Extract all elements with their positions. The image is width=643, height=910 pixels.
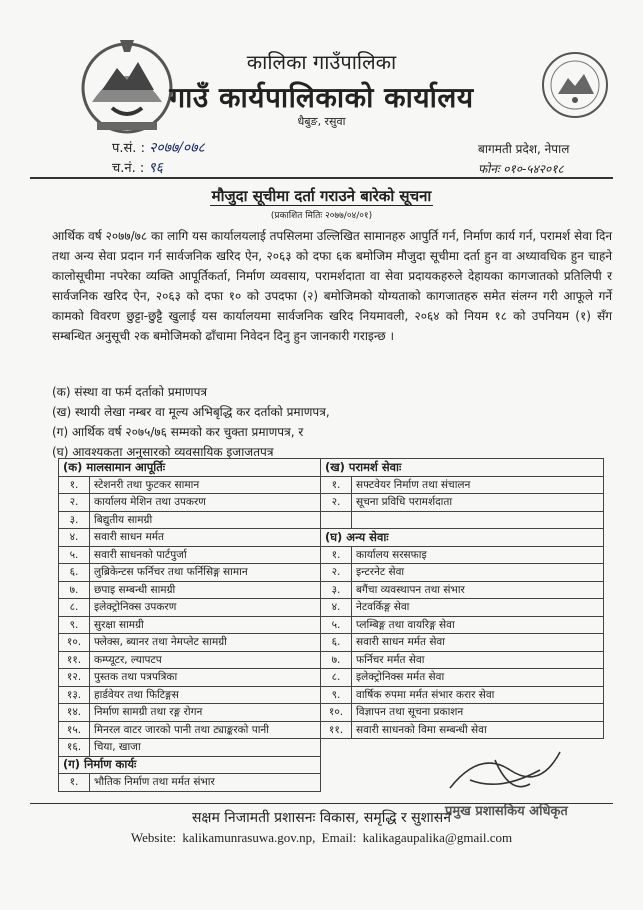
table-row <box>59 634 604 652</box>
other-item-number: ५. <box>321 616 352 634</box>
table-row <box>59 721 604 739</box>
signature-icon <box>440 740 580 800</box>
goods-item-name: हार्डवेयर तथा फिटिङ्गस <box>90 686 321 704</box>
table-row <box>59 686 604 704</box>
goods-item-number: ५. <box>59 546 90 564</box>
table-row <box>59 494 604 512</box>
other-item-number: १. <box>321 546 352 564</box>
other-item-name: नेटवर्किङ्ग सेवा <box>352 599 604 617</box>
contact-line <box>0 830 643 846</box>
table-row <box>59 459 604 477</box>
phone-text: फोनः ०१०-५४२०१८ <box>478 162 564 176</box>
goods-item-number: ११. <box>59 651 90 669</box>
empty-cell <box>352 511 604 529</box>
other-header: (घ) अन्य सेवाः <box>321 529 604 547</box>
construction-header: (ग) निर्माण कार्यः <box>59 756 321 774</box>
notice-title-text: मौजुदा सूचीमा दर्ता गराउने बारेको सूचना <box>211 187 432 205</box>
website-text: Website: kalikamunrasuwa.gov.np, <box>130 830 316 845</box>
goods-item-number: ३. <box>59 511 90 529</box>
table-row <box>59 616 604 634</box>
other-item-name: कार्यालय सरसफाइ <box>352 546 604 564</box>
other-item-number: ११. <box>321 721 352 739</box>
other-item-name: इन्टरनेट सेवा <box>352 564 604 582</box>
table-row <box>59 546 604 564</box>
document-item: (ख) स्थायी लेखा नम्बर वा मूल्य अभिबृद्धि कर दर्ताको प्रमाणपत्र, <box>52 405 330 419</box>
goods-header: (क) मालसामान आपूर्तिः <box>59 459 321 477</box>
consulting-item-number: १. <box>321 476 352 494</box>
goods-item-name: फ्लेक्स, ब्यानर तथा नेमप्लेट सामग्री <box>90 634 321 652</box>
goods-item-name: इलेक्ट्रोनिक्स उपकरण <box>90 599 321 617</box>
reference-label: प.सं. : <box>112 141 145 156</box>
consulting-header: (ख) परामर्श सेवाः <box>321 459 604 477</box>
other-item-number: ७. <box>321 651 352 669</box>
goods-item-name: सवारी साधन मर्मत <box>90 529 321 547</box>
municipality-name: कालिका गाउँपालिका <box>246 50 397 74</box>
notice-body: आर्थिक वर्ष २०७७/७८ का लागि यस कार्यालयलाई तपसिलमा उल्लिखित सामानहरु आपुर्ति गर्न, निर्माण कार्य गर्न, परामर्श सेवा दिन तथा अन्य सेवा प्रदान गर्न सार्वजनिक खरिद ऐन, २०६३ को दफा ६क बमोजिम मौजुदा सूचीमा दर्ता हुन वा अध्यावधिक हुन चाहने कालोसूचीमा नपरेका व्यक्ति आपूर्तिकर्ता, निर्माण व्यवसाय, परामर्शदाता वा सेवा प्रदायकहरुले देहायका कागजातको प्रतिलिपी र सार्वजनिक खरिद ऐन, २०६३ को दफा १० को उपदफा (२) बमोजिमको योग्यताको कागजातहरु समेत संलग्न गरी आफूले गर्ने कामको विवरण छुट्टा-छुट्टै खुलाई यस कार्यालयमा सार्वजनिक खरिद नियमावली, २०६४ को नियम १८ को उपनियम (१) सँग सम्बन्धित अनुसूची २क बमोजिमको ढाँचामा निवेदन दिनु हुन जानकारी गराइन्छ । <box>52 229 612 343</box>
other-item-number: २. <box>321 564 352 582</box>
header-divider <box>30 177 613 179</box>
consulting-item-name: सफ्टवेयर निर्माण तथा संचालन <box>352 476 604 494</box>
other-item-name: प्लम्बिङ्ग तथा वायरिङ्ग सेवा <box>352 616 604 634</box>
other-item-number: १०. <box>321 704 352 722</box>
published-date: (प्रकाशित मितिः २०७७/०४/०१) <box>270 211 373 221</box>
goods-item-name: लुब्रिकेन्टस फर्निचर तथा फर्निसिङ्ग सामान <box>90 564 321 582</box>
table-row <box>59 529 604 547</box>
signer-title: प्रमुख प्रशासकिय अधिकृत <box>445 804 568 819</box>
goods-item-name: कार्यालय मेशिन तथा उपकरण <box>90 494 321 512</box>
notice-title <box>0 186 643 206</box>
document-item: (क) संस्था वा फर्म दर्ताको प्रमाणपत्र <box>52 385 208 399</box>
other-item-number: ३. <box>321 581 352 599</box>
other-item-name: वार्षिक रुपमा मर्मत संभार करार सेवा <box>352 686 604 704</box>
office-name: गाउँ कार्यपालिकाको कार्यालय <box>169 81 474 114</box>
document-item: (घ) आवश्यकता अनुसारको व्यवसायिक इजाजतपत्र <box>52 445 274 459</box>
consulting-item-name: सूचना प्रविधि परामर्शदाता <box>352 494 604 512</box>
reference-number <box>112 138 205 157</box>
other-item-number: ४. <box>321 599 352 617</box>
goods-item-number: ८. <box>59 599 90 617</box>
goods-item-name: स्टेशनरी तथा फुटकर सामान <box>90 476 321 494</box>
goods-item-number: १५. <box>59 721 90 739</box>
footer-slogan: सक्षम निजामती प्रशासनः विकास, समृद्धि र सुशासन <box>191 810 452 826</box>
document-item: (ग) आर्थिक वर्ष २०७५/७६ सम्मको कर चुक्ता प्रमाणपत्र, र <box>52 425 304 439</box>
goods-item-name: मिनरल वाटर जारको पानी तथा ट्याङ्करको पानी <box>90 721 321 739</box>
other-item-number: ८. <box>321 669 352 687</box>
table-row <box>59 476 604 494</box>
other-item-name: सवारी साधन मर्मत सेवा <box>352 634 604 652</box>
other-item-name: इलेक्ट्रोनिक्स मर्मत सेवा <box>352 669 604 687</box>
other-item-number: ९. <box>321 686 352 704</box>
other-item-name: बगैंचा व्यवस्थापन तथा संभार <box>352 581 604 599</box>
goods-item-number: ९. <box>59 616 90 634</box>
goods-item-number: ६. <box>59 564 90 582</box>
table-row <box>59 669 604 687</box>
table-row <box>59 651 604 669</box>
required-documents <box>52 382 612 462</box>
consulting-item-number: २. <box>321 494 352 512</box>
province-text: बागमती प्रदेश, नेपाल <box>478 142 570 156</box>
goods-item-name: बिद्युतीय सामग्री <box>90 511 321 529</box>
email-text: Email: kalikagaupalika@gmail.com <box>321 830 513 845</box>
table-row <box>59 704 604 722</box>
goods-item-number: ४. <box>59 529 90 547</box>
other-item-name: सवारी साधनको विमा सम्बन्धी सेवा <box>352 721 604 739</box>
construction-item-number: १. <box>59 774 90 792</box>
table-row <box>59 581 604 599</box>
table-row <box>59 511 604 529</box>
goods-item-name: निर्माण सामग्री तथा रङ्ग रोगन <box>90 704 321 722</box>
dispatch-value: ९६ <box>148 160 163 176</box>
goods-item-number: १. <box>59 476 90 494</box>
goods-item-name: पुस्तक तथा पत्रपत्रिका <box>90 669 321 687</box>
table-row <box>59 599 604 617</box>
goods-item-number: १३. <box>59 686 90 704</box>
goods-item-number: ७. <box>59 581 90 599</box>
other-item-number: ६. <box>321 634 352 652</box>
goods-item-name: सुरक्षा सामग्री <box>90 616 321 634</box>
goods-item-name: चिया, खाजा <box>90 739 321 757</box>
dispatch-label: च.नं. : <box>112 161 145 176</box>
office-place: धैबुङ, रसुवा <box>297 115 346 128</box>
goods-item-name: सवारी साधनको पार्टपुर्जा <box>90 546 321 564</box>
table-row <box>59 564 604 582</box>
goods-item-number: १०. <box>59 634 90 652</box>
empty-cell <box>321 511 352 529</box>
dispatch-number <box>112 158 163 177</box>
goods-item-name: छपाइ सम्बन्धी सामग्री <box>90 581 321 599</box>
goods-item-number: १६. <box>59 739 90 757</box>
goods-item-number: २. <box>59 494 90 512</box>
goods-item-name: कम्प्यूटर, ल्यापटप <box>90 651 321 669</box>
construction-item-name: भौतिक निर्माण तथा मर्मत संभार <box>90 774 321 792</box>
goods-item-number: १४. <box>59 704 90 722</box>
other-item-name: विज्ञापन तथा सूचना प्रकाशन <box>352 704 604 722</box>
reference-value: २०७७/०७८ <box>149 140 205 156</box>
goods-item-number: १२. <box>59 669 90 687</box>
other-item-name: फर्निचर मर्मत सेवा <box>352 651 604 669</box>
